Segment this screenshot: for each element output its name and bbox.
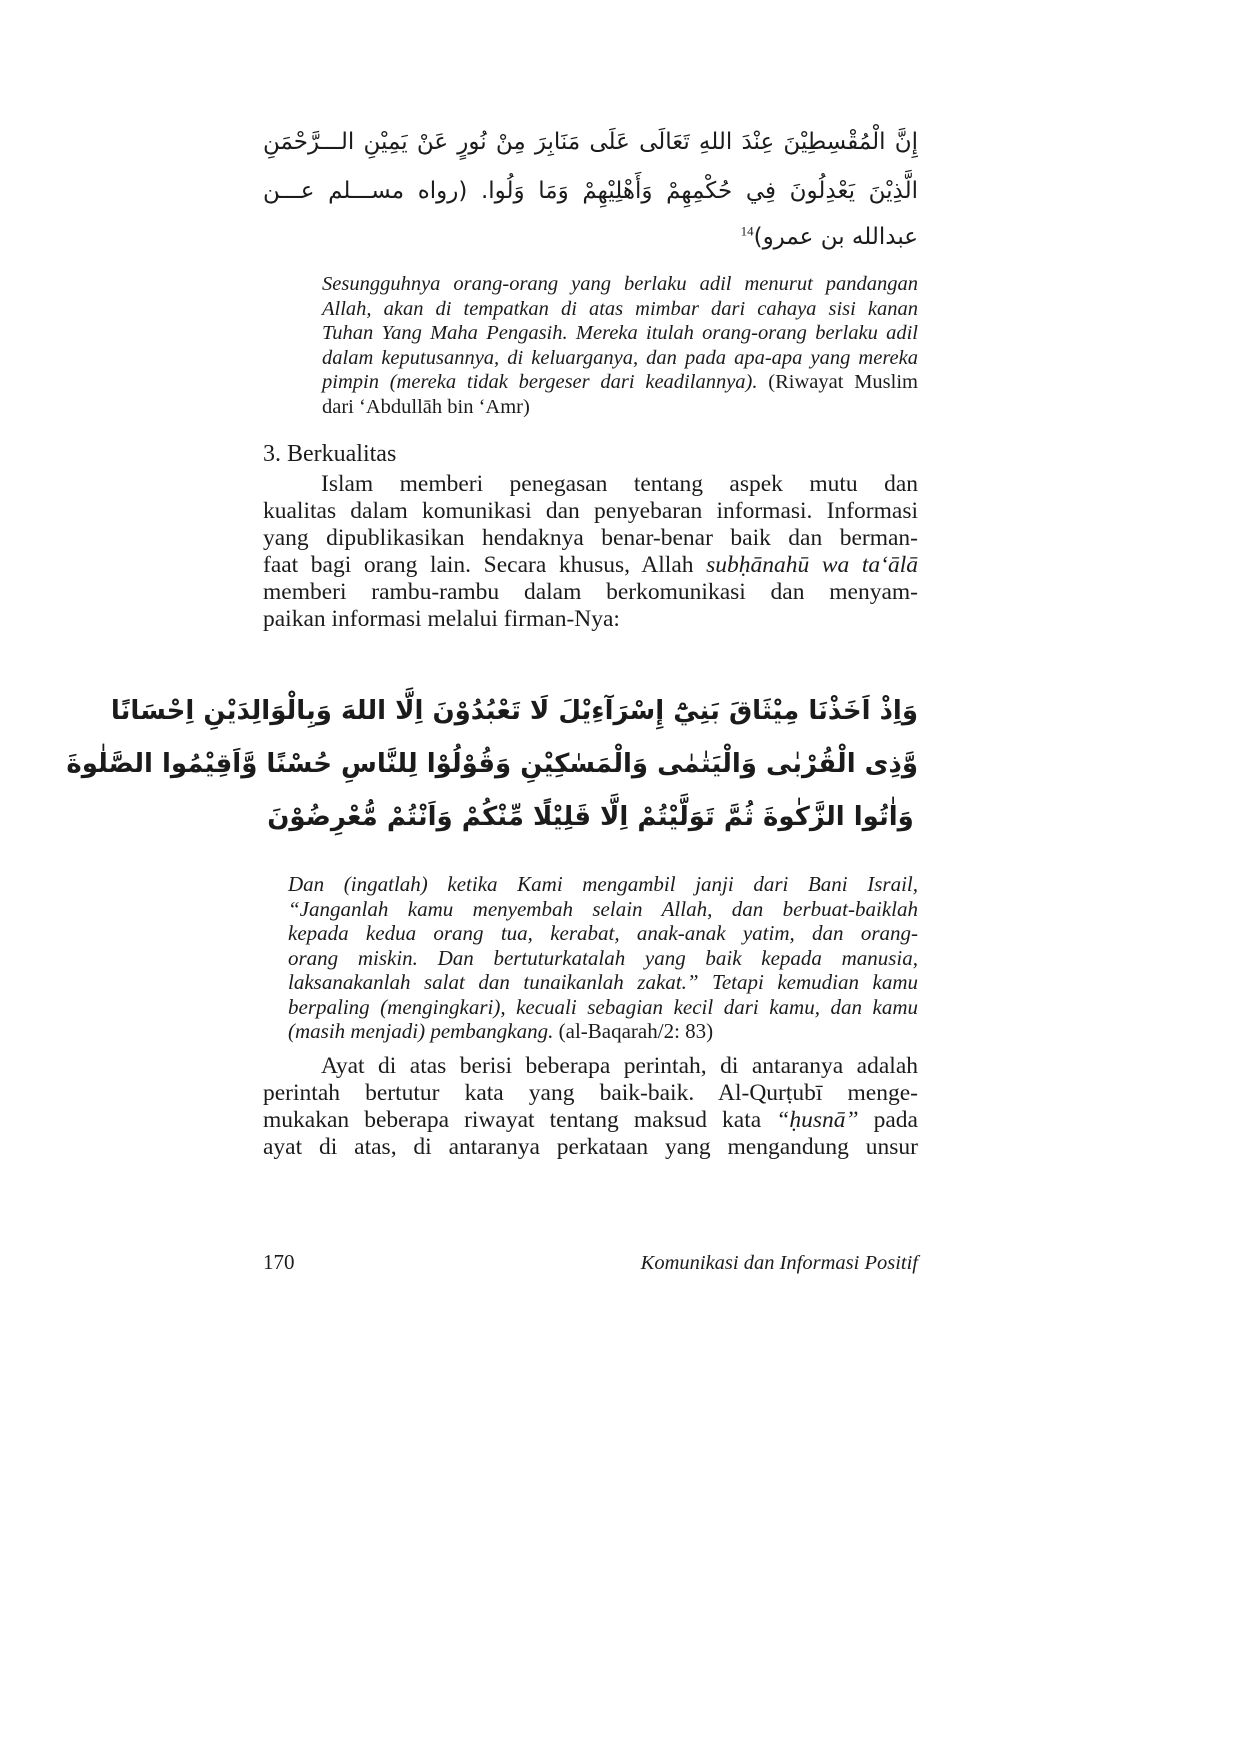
running-title: Komunikasi dan Informasi Positif	[640, 1252, 918, 1274]
quote-line: kepada kedua orang tua, kerabat, anak-anak yatim, dan orang-	[288, 921, 918, 945]
page-number: 170	[263, 1250, 295, 1274]
page-content	[66, 0, 918, 1161]
quote-line: berpaling (mengingkari), kecuali sebagian kecil dari kamu, dan kamu	[288, 994, 918, 1019]
paragraph-line: Islam memberi penegasan tentang aspek mutu dan	[321, 471, 918, 497]
paragraph-line: memberi rambu-rambu dalam berkomunikasi dan menyam-	[263, 579, 918, 605]
quote-line: Dan (ingatlah) ketika Kami mengambil janji dari Bani Israil,	[288, 872, 918, 896]
quran-line: وَاِذْ اَخَذْنَا مِيْثَاقَ بَنِيْٓ إِسْرَآءِيْلَ لَا تَعْبُدُوْنَ اِلَّا اللهَ وَبِالْوَالِدَيْنِ اِحْسَانًا	[110, 696, 918, 726]
quran-verse-block	[66, 685, 918, 844]
paragraph-line: faat bagi orang lain. Secara khusus, Allah subḥānahū wa ta‘ālā	[263, 552, 918, 578]
quote-line: Allah, akan di tempatkan di atas mimbar dari cahaya sisi kanan	[322, 297, 918, 320]
quote-line: Tuhan Yang Maha Pengasih. Mereka itulah orang-orang berlaku adil	[322, 322, 918, 344]
quote-line: Sesungguhnya orang-orang yang berlaku adil menurut pandangan	[322, 273, 918, 295]
quote-line: dari ‘Abdullāh bin ‘Amr)	[322, 395, 530, 418]
hadith-line: إِنَّ الْمُقْسِطِيْنَ عِنْدَ اللهِ تَعَالَى عَلَى مَنَابِرَ مِنْ نُورٍ عَنْ يَمِيْنِ الـــرَّحْمَنِ	[263, 129, 918, 155]
page-footer	[263, 1250, 918, 1275]
hadith-line: الَّذِيْنَ يَعْدِلُونَ فِي حُكْمِهِمْ وَأَهْلِيْهِمْ وَمَا وَلُوا. (رواه مســـلم عـــن	[263, 178, 918, 204]
quote-line: pimpin (mereka tidak bergeser dari keadilannya). (Riwayat Muslim	[322, 371, 918, 393]
hadith-source: عبدالله بن عمرو)	[753, 224, 918, 250]
paragraph-line: yang dipublikasikan hendaknya benar-benar baik dan berman-	[263, 525, 918, 551]
quote-line: orang miskin. Dan bertuturkatalah yang baik kepada manusia,	[288, 945, 918, 970]
paragraph-line: kualitas dalam komunikasi dan penyebaran informasi. Informasi	[263, 498, 918, 524]
quote-line: laksanakanlah salat dan tunaikanlah zakat.” Tetapi kemudian kamu	[288, 970, 918, 994]
quran-line: وَاٰتُوا الزَّكٰوةَ ثُمَّ تَوَلَّيْتُمْ اِلَّا قَلِيْلًا مِّنْكُمْ وَاَنْتُمْ مُّعْرِضُوْنَ	[267, 802, 914, 832]
quote-line: dalam keputusannya, di keluarganya, dan pada apa-apa yang mereka	[322, 346, 918, 369]
footnote-marker: 14	[740, 223, 754, 239]
hadith-line	[263, 216, 918, 258]
hadith-translation-blockquote	[322, 272, 918, 419]
verse-translation-blockquote	[288, 872, 918, 1044]
section-heading: 3. Berkualitas	[263, 441, 397, 467]
paragraph-line: perintah bertutur kata yang baik-baik. Al-Qurṭubī menge-	[263, 1079, 918, 1106]
hadith-arabic-block	[263, 118, 918, 258]
quote-line: “Janganlah kamu menyembah selain Allah, dan berbuat-baiklah	[288, 896, 918, 921]
paragraph-line: ayat di atas, di antaranya perkataan yang mengandung unsur	[263, 1133, 918, 1160]
paragraph	[263, 471, 918, 633]
paragraph	[263, 1053, 918, 1161]
paragraph-line: mukakan beberapa riwayat tentang maksud kata “ḥusnā” pada	[263, 1106, 918, 1133]
paragraph-line: Ayat di atas berisi beberapa perintah, di antaranya adalah	[321, 1052, 918, 1079]
paragraph-line: paikan informasi melalui firman-Nya:	[263, 606, 620, 632]
quote-line: (masih menjadi) pembangkang. (al-Baqarah/2: 83)	[288, 1019, 714, 1043]
quran-line: وَّذِى الْقُرْبٰى وَالْيَتٰمٰى وَالْمَسٰكِيْنِ وَقُوْلُوْا لِلنَّاسِ حُسْنًا وَّاَقِيْمُوا الصَّلٰوةَ	[66, 749, 918, 779]
